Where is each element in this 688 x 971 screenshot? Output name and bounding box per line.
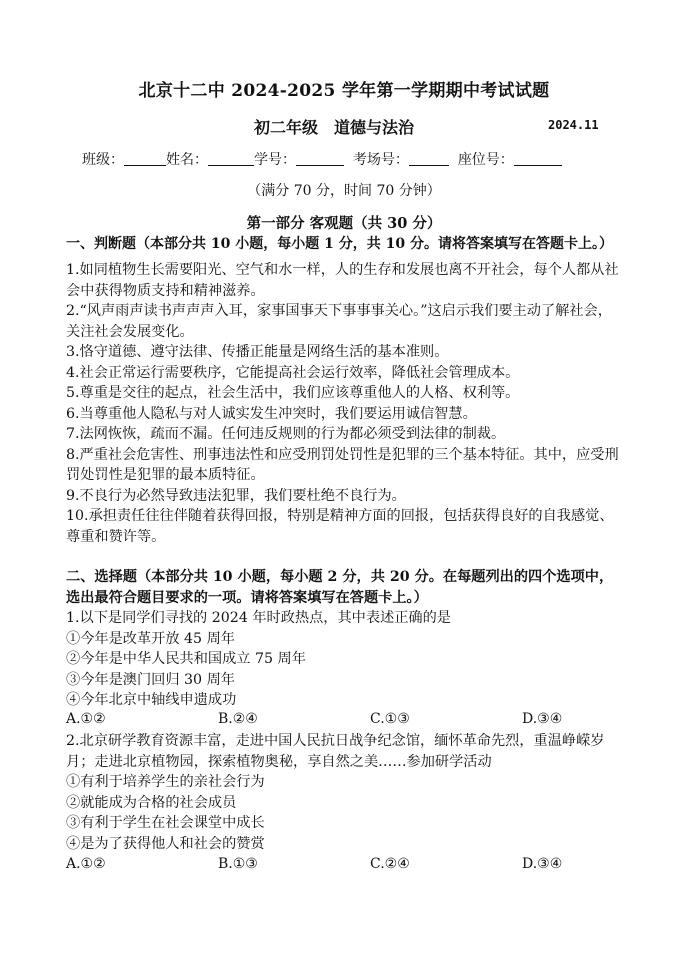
q2-option-a: A.①② [66, 856, 106, 872]
q1-option-b: B.②④ [218, 711, 258, 727]
room-blank [409, 151, 449, 166]
q1-option-c: C.①③ [370, 711, 410, 727]
student-info-row [82, 149, 562, 169]
q2-option-c: C.②④ [370, 856, 410, 872]
judgment-item-8: 8.严重社会危害性、刑事违法性和应受刑罚处罚性是犯罪的三个基本特征。其中，应受刑罚处罚性是犯罪的最本质特征。 [66, 446, 619, 483]
section2-heading: 二、选择题（本部分共 10 小题，每小题 2 分，共 20 分。在每题列出的四个选项中，选出最符合题目要求的一项。请将答案填写在答题卡上。） [66, 569, 614, 606]
part1-title: 第一部分 客观题（共 30 分） [246, 215, 442, 232]
name-blank [208, 151, 254, 166]
exam-title: 北京十二中 2024-2025 学年第一学期期中考试试题 [138, 81, 550, 101]
q1-option-d: D.③④ [522, 711, 563, 727]
subtitle-row [0, 115, 688, 137]
judgment-item-9: 9.不良行为必然导致违法犯罪，我们要杜绝不良行为。 [66, 487, 406, 504]
q1-options [66, 711, 626, 731]
room-label: 考场号： [352, 152, 409, 168]
q1-statement-2: ②今年是中华人民共和国成立 75 周年 [66, 651, 306, 667]
exam-date: 2024.11 [548, 118, 599, 132]
judgment-item-3: 3.恪守道德、遵守法律、传播正能量是网络生活的基本准则。 [66, 344, 449, 360]
q2-statement-4: ④是为了获得他人和社会的赞赏 [66, 835, 265, 852]
q2-options [66, 856, 626, 876]
seat-blank [514, 151, 562, 166]
judgment-item-6: 6.当尊重他人隐私与对人诚实发生冲突时，我们要运用诚信智慧。 [66, 405, 477, 422]
class-label: 班级： [82, 152, 124, 168]
q1-statement-3: ③今年是澳门回归 30 周年 [66, 671, 235, 688]
judgment-item-1: 1.如同植物生长需要阳光、空气和水一样，人的生存和发展也离不开社会，每个人都从社会中获得物质支持和精神滋养。 [66, 262, 619, 299]
grade-subject: 初二年级 道德与法治 [254, 118, 415, 137]
q2-statement-2: ②就能成为合格的社会成员 [66, 794, 237, 811]
name-label: 姓名： [166, 152, 208, 168]
q2-option-d: D.③④ [522, 856, 563, 872]
q2-option-b: B.①③ [218, 856, 258, 872]
q2-statement-3: ③有利于学生在社会课堂中成长 [66, 815, 265, 831]
question-2 [66, 731, 626, 854]
section1-heading: 一、判断题（本部分共 10 小题，每小题 1 分，共 10 分。请将答案填写在答题卡上。） [66, 236, 613, 252]
q1-stem: 1.以下是同学们寻找的 2024 年时政热点，其中表述正确的是 [66, 610, 451, 626]
judgment-list [66, 260, 626, 547]
judgment-item-5: 5.尊重是交往的起点，社会生活中，我们应该尊重他人的人格、权利等。 [66, 385, 520, 401]
id-blank [296, 151, 344, 166]
q1-option-a: A.①② [66, 711, 106, 727]
q1-statement-1: ①今年是改革开放 45 周年 [66, 630, 235, 647]
class-blank [124, 151, 166, 166]
judgment-item-2: 2.“风声雨声读书声声声入耳，家事国事天下事事事关心。”这启示我们要主动了解社会，关注社会发展变化。 [66, 303, 612, 340]
question-1 [66, 608, 626, 711]
judgment-item-10: 10.承担责任往往伴随着获得回报，特别是精神方面的回报，包括获得良好的自我感觉、尊重和赞许等。 [66, 508, 614, 545]
score-note: （满分 70 分，时间 70 分钟） [247, 183, 441, 199]
judgment-item-7: 7.法网恢恢，疏而不漏。任何违反规则的行为都必须受到法律的制裁。 [66, 426, 506, 442]
q1-statement-4: ④今年北京中轴线申遗成功 [66, 692, 237, 708]
judgment-item-4: 4.社会正常运行需要秩序，它能提高社会运行效率，降低社会管理成本。 [66, 364, 520, 381]
q2-statement-1: ①有利于培养学生的亲社会行为 [66, 774, 265, 790]
seat-label: 座位号： [457, 152, 514, 168]
q2-stem: 2.北京研学教育资源丰富，走进中国人民抗日战争纪念馆，缅怀革命先烈，重温峥嵘岁月；走进北京植物园，探索植物奥秘，享自然之美……参加研学活动 [66, 733, 605, 770]
id-label: 学号： [254, 152, 296, 168]
